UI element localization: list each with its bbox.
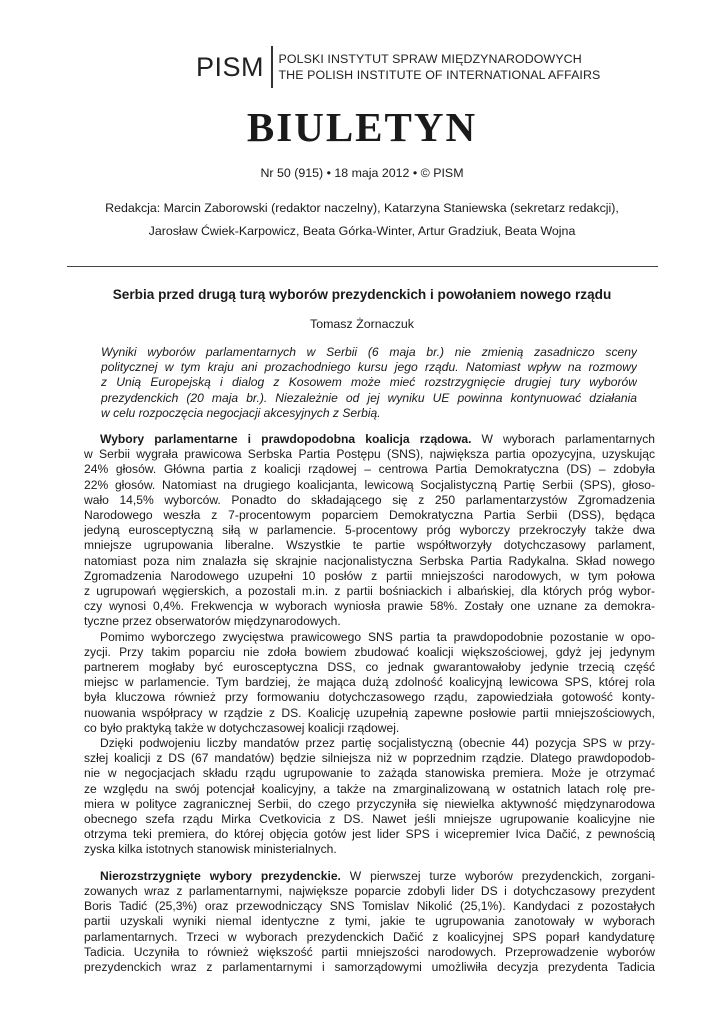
body-line: tyczne przez obserwatorów międzynarodowych. xyxy=(84,614,341,629)
body-line: prezydenckich wraz z parlamentarnymi i samorządowymi umożliwiła decyzja prezydenta Tadicia xyxy=(84,959,655,974)
abstract-line: politycznej w tym kraju ani prozachodniego kursu jego rządu. Natomiast wpływ na rozmowy xyxy=(101,360,637,375)
body-line: miejsc w parlamencie. Tym bardziej, że mająca dużą zdolność koalicyjną lewicowa SPS, której rola xyxy=(84,675,655,690)
body-line: ze względu na swój potencjał koalicyjny, a także na zmarginalizowaną w ostatnich latach rolę pre- xyxy=(84,781,655,796)
body-line: Tadicia. Uczyniła to również większość partii mniejszości narodowych. Przeprowadzenie wyborów xyxy=(84,944,655,959)
abstract-line: prezydenckich (20 maja br.). Niezależnie od jej wyniku UE powinna kontynuować działania xyxy=(101,390,637,405)
body-line: mniejsze ugrupowania liberalne. Wszystkie te partie współtworzyły dotychczasowy parlament, xyxy=(84,538,655,553)
masthead xyxy=(196,45,600,89)
paragraph-gap xyxy=(84,858,655,869)
body-line: obecnego szefa rządu Mirka Cvetkovicia z DS. Nawet jeśli mniejsze ugrupowanie koalicyjne nie xyxy=(84,812,655,827)
body-line: Narodowego weszła z 7-procentowym poparciem Demokratyczna Partia Serbii (DSS), będąca xyxy=(84,508,655,523)
body-line: 24% głosów. Główna partia z koalicji rządowej – centrowa Partia Demokratyczna (DS) – zdobyła xyxy=(84,462,655,477)
body-line: partnerem mogłaby być eurosceptyczna DSS, co jednak gwarantowałoby jedynie trzecią część xyxy=(84,660,655,675)
article-body xyxy=(84,432,655,975)
body-line: parlamentarnych. Trzeci w wyborach prezydenckich Dačić z koalicyjnej SPS poparł kandydaturę xyxy=(84,929,655,944)
body-line: zowanych wraz z parlamentarnymi, największe poparcie zdobyli lider DS i dotychczasowy prezydent xyxy=(84,883,655,898)
horizontal-rule xyxy=(67,266,658,267)
section-first-line xyxy=(84,869,655,884)
body-line: miera w polityce zagranicznej Serbii, do czego przyczyniła się niewielka aktywność międzynarodowa xyxy=(84,796,655,811)
body-line: wało 14,5% wyborców. Ponadto do składającego się z 250 parlamentarzystów Zgromadzenia xyxy=(84,492,655,507)
editors-line: Redakcja: Marcin Zaborowski (redaktor naczelny), Katarzyna Staniewska (sekretarz redakcji), xyxy=(105,201,619,215)
bulletin-title: BIULETYN xyxy=(246,104,478,150)
body-line: nie w negocjacjach składu rządu ugrupowanie to zażąda stanowiska premiera. Może je otrzymać xyxy=(84,766,655,781)
body-line: natomiast poza nim znalazła się skrajnie nacjonalistyczna Serbska Partia Radykalna. Skład nowego xyxy=(84,553,655,568)
body-line: Dzięki podwojeniu liczby mandatów przez partię socjalistyczną (obecnie 44) pozycja SPS w przy- xyxy=(100,736,655,751)
body-line: czy wynosi 0,4%. Frekwencja w wyborach wyniosła prawie 58%. Zostały one uznane za demokra- xyxy=(84,599,655,614)
section-heading: Nierozstrzygnięte wybory prezydenckie. xyxy=(100,868,341,883)
section-heading: Wybory parlamentarne i prawdopodobna koalicja rządowa. xyxy=(100,432,472,446)
body-line: zycji. Przy takim poparciu nie zdoła bowiem zbudować koalicji większościowej, gdyż jej jedynym xyxy=(84,644,655,659)
body-text-run: W wyborach parlamentarnych xyxy=(481,432,655,446)
body-line: nuowania współpracy w rządzie z DS. Koalicję uzupełnią zapewne posłowie partii mniejszościowych, xyxy=(84,705,655,720)
body-line: szłej koalicji z DS (67 mandatów) będzie silniejsza niż w poprzednim rządzie. Dlatego prawdopodob- xyxy=(84,751,655,766)
abstract-line: z Unią Europejską i dialog z Kosowem może mieć rozstrzygnięcie drugiej tury wyborów xyxy=(101,375,637,390)
abstract-line: Wyniki wyborów parlamentarnych w Serbii (6 maja br.) nie zmienią zasadniczo sceny xyxy=(101,345,637,359)
pism-logo: PISM xyxy=(196,51,265,82)
logo-divider xyxy=(271,46,273,88)
issue-info: Nr 50 (915) • 18 maja 2012 • © PISM xyxy=(260,166,464,180)
body-line: w Serbii wygrała prawicowa Serbska Partia Postępu (SNS), największa partia opozycyjna, uzyskując xyxy=(84,447,655,462)
body-line: z ugrupowań węgierskich, a pozostali m.in. z partii bośniackich i albańskiej, dla których próg wybor- xyxy=(84,584,655,599)
body-line: jedyną eurosceptyczną siłą w parlamencie. 5-procentowy próg wyborczy przekroczyły także dwa xyxy=(84,523,655,538)
article-title: Serbia przed drugą turą wyborów prezydenckich i powołaniem nowego rządu xyxy=(112,287,612,302)
body-line: Pomimo wyborczego zwycięstwa prawicowego SNS partia ta prawdopodobnie pozostanie w opo- xyxy=(100,629,655,644)
body-text-run: W pierwszej turze wyborów prezydenckich, zorgani- xyxy=(349,868,655,883)
abstract-line: w celu rozpoczęcia negocjacji akcesyjnych z Serbią. xyxy=(101,405,381,420)
body-line: Boris Tadić (25,3%) oraz przewodniczący SNS Tomislav Nikolić (25,1%). Kandydaci z pozostałych xyxy=(84,899,655,914)
institute-name-pl: POLSKI INSTYTUT SPRAW MIĘDZYNARODOWYCH xyxy=(278,52,582,66)
body-line: 22% głosów. Natomiast na drugiego koalicjanta, lewicową Socjalistyczną Partię Serbii (SPS), głoso- xyxy=(84,477,655,492)
article-abstract xyxy=(101,345,637,421)
body-line: partii uzyskali wyniki niemal identyczne z tymi, jakie te ugrupowania zanotowały w wyborach xyxy=(84,914,655,929)
section-first-line xyxy=(84,432,655,447)
body-line: co było praktyką także w dotychczasowej koalicji rządowej. xyxy=(84,720,400,735)
body-line: otrzyma teki premiera, do której objęcia gotów jest lider SPS i wicepremier Ivica Dačić, z pewnością xyxy=(84,827,655,842)
body-line: Zgromadzenia Narodowego uzupełni 10 posłów z partii mniejszości narodowych, w tym połowa xyxy=(84,568,655,583)
institute-names xyxy=(279,51,601,83)
institute-name-en: THE POLISH INSTITUTE OF INTERNATIONAL AFFAIRS xyxy=(278,68,601,82)
editorial-board xyxy=(0,197,724,243)
article-author: Tomasz Żornaczuk xyxy=(310,317,414,331)
body-line: była kluczowa również przy formowaniu dotychczasowego rządu, zapowiedziała gotowość konty- xyxy=(84,690,655,705)
editors-line: Jarosław Ćwiek-Karpowicz, Beata Górka-Winter, Artur Gradziuk, Beata Wojna xyxy=(148,224,576,238)
body-line: zyska kilka istotnych stanowisk ministerialnych. xyxy=(84,842,337,857)
